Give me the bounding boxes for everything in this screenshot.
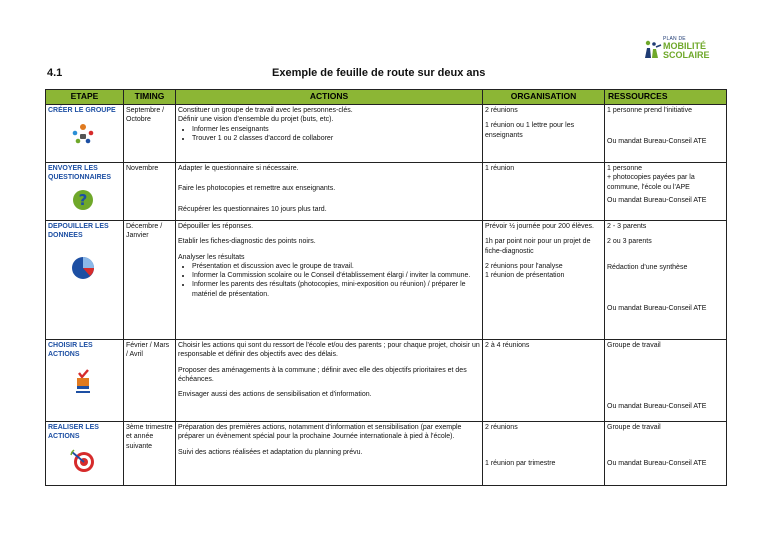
actions-text: Récupérer les questionnaires 10 jours plus tard. [178,205,327,213]
ressources-cell [605,221,727,340]
ressources-text: 2 ou 3 parents [607,238,652,246]
actions-text: Analyser les résultats [178,253,245,261]
timing-cell: Décembre / Janvier [124,221,176,340]
actions-text: Constituer un groupe de travail avec les personnes-clés. [178,107,353,114]
actions-text: Définir une vision d'ensemble du projet (buts, etc). [178,116,334,124]
ressources-text: 2 - 3 parents [607,223,647,230]
etape-label: REALISER LES ACTIONS [48,424,99,441]
timing-cell: 3ème trimestre et année suivante [124,422,176,486]
family-walking-icon [642,39,662,59]
questionnaire-icon [70,187,96,213]
actions-cell [176,340,483,422]
timing-cell: Novembre [124,163,176,221]
header-organisation: ORGANISATION [483,90,605,105]
etape-cell [46,105,124,163]
ressources-text: 1 personne [607,165,643,172]
checklist-board-icon [70,368,96,394]
table-row [46,422,727,486]
logo-line1: MOBILITÉ [663,41,706,51]
ressources-cell [605,163,727,221]
actions-cell [176,163,483,221]
ressources-text: Ou mandat Bureau-Conseil ATE [607,196,707,204]
organisation-text: 2 réunions [485,424,518,431]
plan-mobilite-logo [642,37,722,61]
actions-text: Préparation des premières actions, notamment d'information et sensibilisation (par exemple préparer un évènement spécial pour la prochaine Journée internationale à pied à l'école). [178,424,462,441]
organisation-text: 1 réunion de présentation [485,272,565,280]
ressources-text: Groupe de travail [607,424,661,431]
section-number: 4.1 [47,67,63,79]
actions-text: Dépouiller les réponses. [178,223,254,230]
actions-cell [176,221,483,340]
ressources-text: Groupe de travail [607,342,661,349]
organisation-text: 2 réunions pour l'analyse [485,262,563,270]
timing-cell: Février / Mars / Avril [124,340,176,422]
roadmap-table [45,89,727,486]
organisation-cell [483,340,605,422]
actions-cell [176,422,483,486]
list-item: • Informer la Commission scolaire ou le Conseil d'établissement élargi / inviter la commune. [192,271,480,280]
ressources-cell [605,422,727,486]
table-row [46,105,727,163]
actions-text: Envisager aussi des actions de sensibilisation et d'information. [178,391,372,399]
organisation-text: 1h par point noir pour un projet de fiche-diagnostic [485,238,591,255]
actions-text: Etablir les fiches-diagnostic des points noirs. [178,238,316,246]
list-item: • Trouver 1 ou 2 classes d'accord de collaborer [192,134,480,143]
ressources-text: Rédaction d'une synthèse [607,263,688,271]
list-item: • Informer les parents des résultats (photocopies, mini-exposition ou réunion) / préparer le matériel de présentation. [192,280,480,299]
etape-label: CRÉER LE GROUPE [48,107,116,114]
organisation-cell [483,105,605,163]
table-row [46,340,727,422]
logo-small-text: PLAN DE [663,36,686,42]
actions-text: Proposer des aménagements à la commune ; définir avec elle des objectifs prioritaires et des échéances. [178,366,467,383]
ressources-text: Ou mandat Bureau-Conseil ATE [607,304,707,312]
group-people-icon [70,121,96,147]
table-header-row [46,90,727,105]
list-item: • Présentation et discussion avec le groupe de travail. [192,262,480,271]
page-title: Exemple de feuille de route sur deux ans [272,67,486,79]
table-row [46,221,727,340]
actions-cell [176,105,483,163]
etape-label: CHOISIR LES ACTIONS [48,342,93,359]
actions-text: Adapter le questionnaire si nécessaire. [178,165,299,172]
ressources-text: 1 personne prend l'initiative [607,107,693,114]
actions-text: Suivi des actions réalisées et adaptation du planning prévu. [178,448,363,456]
header-timing: TIMING [124,90,176,105]
organisation-text: 2 à 4 réunions [485,342,530,349]
ressources-cell [605,105,727,163]
ressources-text: + photocopies payées par la commune, l'école ou l'APE [607,174,695,191]
ressources-text: Ou mandat Bureau-Conseil ATE [607,460,707,468]
organisation-cell [483,221,605,340]
svg-text:?: ? [78,190,88,209]
etape-cell [46,163,124,221]
organisation-cell [483,422,605,486]
organisation-cell [483,163,605,221]
actions-text: Faire les photocopies et remettre aux enseignants. [178,185,336,193]
target-icon [70,448,96,474]
organisation-text: Prévoir ½ journée pour 200 élèves. [485,223,594,230]
ressources-text: Ou mandat Bureau-Conseil ATE [607,138,707,146]
logo-line2: SCOLAIRE [663,50,710,60]
header-etape: ETAPE [46,90,124,105]
actions-text: Choisir les actions qui sont du ressort de l'école et/ou des parents ; pour chaque projet, choisir un responsable et définir des objectifs avec des délais. [178,342,480,359]
table-row [46,163,727,221]
list-item: • Informer les enseignants [192,125,480,134]
header-ressources: RESSOURCES [605,90,727,105]
header-actions: ACTIONS [176,90,483,105]
organisation-text: 2 réunions [485,107,518,114]
pie-chart-icon [70,255,96,281]
etape-cell [46,340,124,422]
organisation-text: 1 réunion par trimestre [485,460,556,468]
etape-cell [46,422,124,486]
etape-label: ENVOYER LES QUESTIONNAIRES [48,165,112,182]
ressources-text: Ou mandat Bureau-Conseil ATE [607,403,707,411]
timing-cell: Septembre / Octobre [124,105,176,163]
organisation-text: 1 réunion [485,165,515,172]
etape-label: DEPOUILLER LES DONNEES [48,223,109,240]
etape-cell [46,221,124,340]
ressources-cell [605,340,727,422]
organisation-text: 1 réunion ou 1 lettre pour les enseignants [485,122,575,139]
